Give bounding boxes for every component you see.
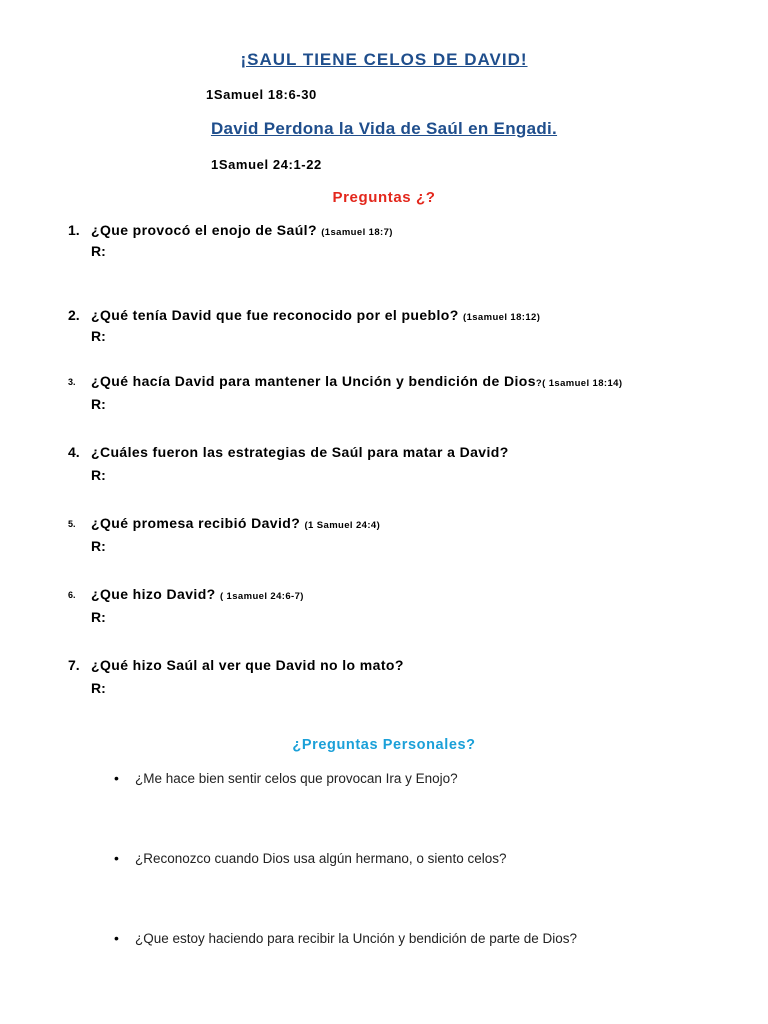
answer-label: R: — [91, 538, 106, 554]
question-number: 5. — [68, 519, 76, 529]
question-text-main: ¿Qué hacía David para mantener la Unción y bendición de Dios — [91, 373, 536, 389]
question-number: 3. — [68, 377, 76, 387]
question-text — [91, 373, 622, 389]
question-text — [91, 444, 509, 460]
question-text — [91, 222, 393, 238]
document-subtitle: David Perdona la Vida de Saúl en Engadi. — [210, 119, 558, 138]
bullet-icon: • — [114, 770, 119, 786]
questions-heading: Preguntas ¿? — [332, 189, 436, 206]
question-text-main: ¿Que provocó el enojo de Saúl? — [91, 222, 317, 238]
document-title: ¡SAUL TIENE CELOS DE DAVID! — [240, 50, 528, 69]
question-text-main: ¿Cuáles fueron las estrategias de Saúl para matar a David? — [91, 444, 509, 460]
question-citation: (1 Samuel 24:4) — [304, 520, 381, 531]
personal-question: ¿Me hace bien sentir celos que provocan Ira y Enojo? — [135, 771, 458, 786]
question-number: 1. — [68, 222, 80, 238]
question-text — [91, 657, 404, 673]
question-text — [91, 515, 380, 531]
answer-label: R: — [91, 609, 106, 625]
question-text — [91, 586, 304, 602]
question-citation: (1samuel 18:12) — [463, 312, 541, 323]
question-number: 7. — [68, 657, 80, 673]
question-text-main: ¿Qué hizo Saúl al ver que David no lo mato? — [91, 657, 404, 673]
personal-question: ¿Reconozco cuando Dios usa algún hermano, o siento celos? — [135, 851, 507, 866]
answer-label: R: — [91, 243, 106, 259]
question-citation: (1samuel 18:7) — [321, 227, 393, 238]
answer-label: R: — [91, 680, 106, 696]
personal-questions-heading: ¿Preguntas Personales? — [292, 737, 476, 753]
answer-label: R: — [91, 467, 106, 483]
question-text-main: ¿Que hizo David? — [91, 586, 216, 602]
question-number: 6. — [68, 590, 76, 600]
scripture-reference-2: 1Samuel 24:1-22 — [211, 157, 322, 172]
answer-label: R: — [91, 396, 106, 412]
question-text — [91, 307, 540, 323]
question-number: 4. — [68, 444, 80, 460]
question-number: 2. — [68, 307, 80, 323]
scripture-reference-1: 1Samuel 18:6-30 — [206, 87, 317, 102]
bullet-icon: • — [114, 930, 119, 946]
answer-label: R: — [91, 328, 106, 344]
personal-question: ¿Que estoy haciendo para recibir la Unción y bendición de parte de Dios? — [135, 931, 578, 946]
question-text-main: ¿Qué promesa recibió David? — [91, 515, 301, 531]
question-citation: ?( 1samuel 18:14) — [535, 378, 623, 389]
question-citation: ( 1samuel 24:6-7) — [219, 591, 304, 602]
bullet-icon: • — [114, 850, 119, 866]
question-text-main: ¿Qué tenía David que fue reconocido por el pueblo? — [91, 307, 459, 323]
